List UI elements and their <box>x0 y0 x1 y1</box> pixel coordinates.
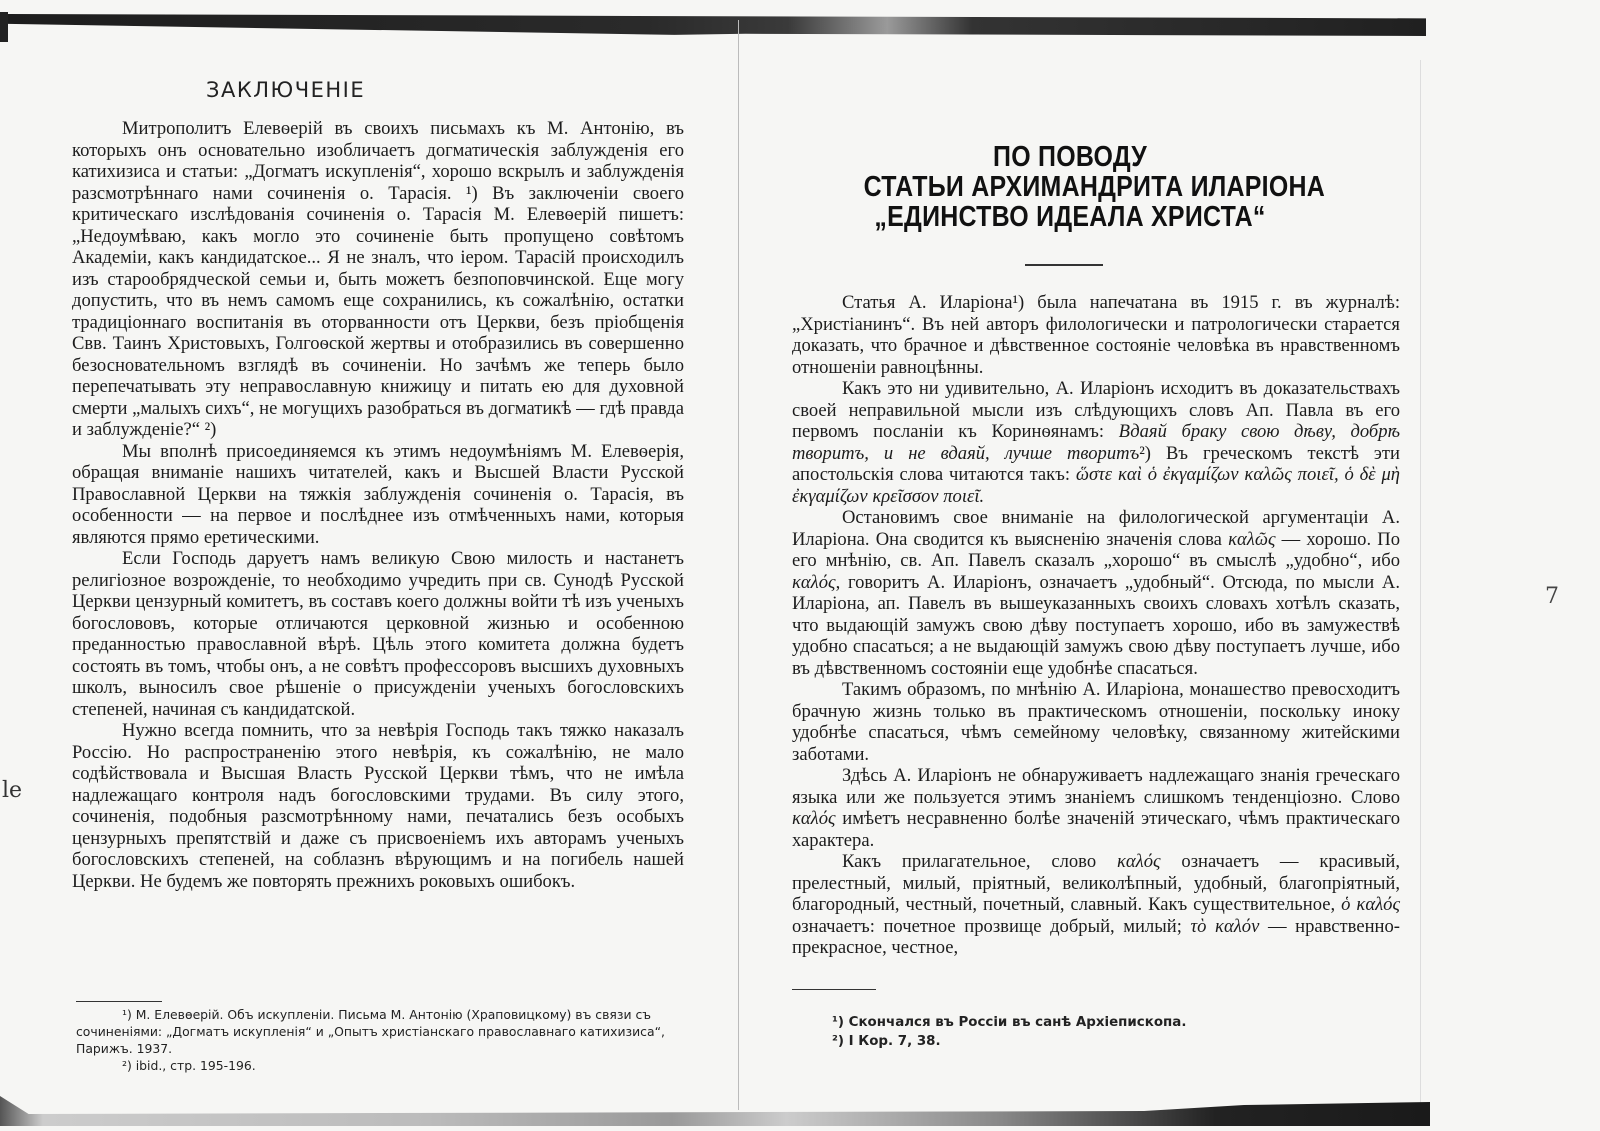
text-run: имѣетъ несравненно болѣе значеній этическаго, чѣмъ практическаго характера. <box>792 808 1400 851</box>
italic-text: ὁ καλός <box>1341 894 1400 915</box>
page-title-right <box>863 141 1326 233</box>
title-line: СТАТЬИ АРХИМАНДРИТА ИЛАРІОНА <box>863 171 1326 203</box>
book-gutter <box>738 20 739 1110</box>
italic-text: Вдаяй браку свою дѣву, добрѣ творитъ, и не вдаяй, лучше творитъ <box>792 421 1400 464</box>
paragraph <box>792 292 1400 378</box>
title-line: „ЕДИНСТВО ИДЕАЛА ХРИСТА“ <box>874 201 1266 233</box>
footnote: ¹) Скончался въ Россіи въ санѣ Архіепископа. <box>832 1015 1187 1030</box>
paragraph: Мы вполнѣ присоединяемся къ этимъ недоумѣніямъ М. Елевѳерія, обращая вниманіе нашихъ читателей, какъ и Высшей Власти Русской Православной Церкви на тяжкія заблужденія сочиненія о. Тарасія, въ особенности — на первое и послѣднее изъ отмѣченныхъ нами, которыя являются прямо еретическими. <box>72 440 684 548</box>
footnote-divider <box>76 1001 162 1002</box>
paragraph <box>792 507 1400 679</box>
text-run: Здѣсь А. Иларіонъ не обнаруживаетъ надлежащаго знанія греческаго языка или же пользуется этимъ знаніемъ слишкомъ тенденціозно. Слово <box>792 765 1400 808</box>
text-run: Остановимъ свое вниманіе на филологической аргументаціи А. Иларіона. Она сводится къ выясненію значенія слова <box>792 507 1400 550</box>
footnote-divider <box>792 989 876 990</box>
title-line: ПО ПОВОДУ <box>993 141 1147 173</box>
right-body <box>792 292 1400 959</box>
text-run: , говоритъ А. Иларіонъ, означаетъ „удобный“. Отсюда, по мысли А. Иларіона, ап. Павелъ въ вышеуказанныхъ своихъ словахъ хотѣлъ сказать, что выдающій замужъ свою дѣву поступаетъ хорошо, ибо въ замужествѣ удобно спасаться; а не выдающій замужъ свою дѣву поступаетъ лучше, ибо въ дѣвственномъ состояніи еще удобнѣе спасаться. <box>792 571 1400 679</box>
paragraph <box>792 851 1400 959</box>
handwritten-margin-mark: 7 <box>1545 584 1559 609</box>
footnote: ²) ibid., стр. 195-196. <box>122 1058 256 1073</box>
text-run: Статья А. Иларіона¹) была напечатана въ 1915 г. въ журналѣ: „Христіанинъ“. Въ ней авторъ филологически и патрологически старается доказать, что брачное и дѣвственное состояніе человѣка въ нравственномъ отношеніи равноцѣнны. <box>792 292 1400 378</box>
paragraph: Нужно всегда помнить, что за невѣрія Господь такъ тяжко наказалъ Россію. Но распространенію этого невѣрія, къ сожалѣнію, не мало содѣйствовала и Высшая Власть Русской Церкви тѣмъ, что не имѣла надлежащаго контроля надъ богословскими трудами. Въ силу этого, сочиненія, подобныя разсмотрѣнному нами, печатались безъ особыхъ цензурныхъ препятствій и даже съ присвоеніемъ ихъ авторамъ ученыхъ богословскихъ степеней, на соблазнъ вѣрующимъ и на погибель нашей Церкви. Не будемъ же повторять прежнихъ роковыхъ ошибокъ. <box>72 720 684 892</box>
text-run: Какъ это ни удивительно, А. Иларіонъ исходитъ въ доказательствахъ своей неправильной мысли изъ слѣдующихъ словъ Ап. Павла въ его первомъ посланіи къ Коринѳянамъ: <box>792 378 1400 442</box>
scan-edge-left <box>0 12 8 42</box>
text-run: Такимъ образомъ, по мнѣнію А. Иларіона, монашество превосходитъ брачную жизнь только въ практическомъ отношеніи, поскольку иноку удобнѣе спасаться, чѣмъ семейному человѣку, связанному житейскими заботами. <box>792 679 1400 765</box>
paragraph <box>792 765 1400 851</box>
page-title-left: ЗАКЛЮЧЕНІЕ <box>206 78 366 102</box>
right-footnotes <box>832 1013 1392 1051</box>
paragraph <box>792 378 1400 507</box>
paragraph: Митрополитъ Елевѳерій въ своихъ письмахъ къ М. Антонію, въ которыхъ онъ основательно изобличаетъ догматическія заблужденія его катихизиса и статьи: „Догматъ искупленія“, хорошо вскрылъ и заблужденія разсмотрѣннаго нами сочиненія о. Тарасія. ¹) Въ заключеніи своего критическаго изслѣдованія сочиненія о. Тарасія М. Елевѳерій пишетъ: „Недоумѣваю, какъ могло это сочиненіе быть пропущено совѣтомъ Академіи, какъ кандидатское... Я не зналъ, что іером. Тарасій происходилъ изъ старообрядческой семьи и, быть можетъ безпоповчинской. Еще могу допустить, что въ немъ самомъ еще сохранились, къ сожалѣнію, остатки традиціоннаго воспитанія въ оторванности отъ Церкви, безъ пріобщенія Свв. Таинъ Христовыхъ, Голгоѳской жертвы и отобразились въ совершенно безосновательномъ взглядѣ въ сочиненіи. Но зачѣмъ же теперь было перепечатывать эту неправославную книжицу и питать ею для духовной смерти „малыхъ сихъ“, не могущихъ разобраться въ догматикѣ — гдѣ правда и заблужденіе?“ ²) <box>72 118 684 440</box>
left-footnotes <box>76 1006 676 1074</box>
italic-text: ὥστε καὶ ὁ ἐκγαμίζων καλῶς ποιεῖ, ὁ δὲ μὴ ἐκγαμίζων κρεῖσσον ποιεῖ. <box>792 464 1400 507</box>
italic-text: καλός <box>792 808 836 829</box>
text-run: — нравственно-прекрасное, честное, <box>792 915 1400 958</box>
scan-edge-right <box>1420 60 1421 1110</box>
left-body <box>72 118 684 892</box>
text-run: ²) Въ греческомъ текстѣ эти апостольскія слова читаются такъ: <box>792 442 1400 485</box>
paragraph: Если Господь даруетъ намъ великую Свою милость и настанетъ религіозное возрожденіе, то необходимо учредить при св. Сунодѣ Русской Церкви цензурный комитетъ, въ составъ коего должны войти тѣ изъ ученыхъ богослововъ, которые отличаются церковной жизнью и особенною преданностью православной вѣрѣ. Цѣль этого комитета должна будетъ состоять въ томъ, чтобы онъ, а не совѣтъ профессоровъ высшихъ духовныхъ школъ, выносилъ свое рѣшеніе о присужденіи ученыхъ богословскихъ степеней, начиная съ кандидатской. <box>72 548 684 720</box>
handwritten-margin-note: le <box>2 778 23 803</box>
italic-text: καλῶς <box>1228 528 1276 550</box>
italic-text: τὸ καλόν <box>1190 915 1260 937</box>
text-run: Какъ прилагательное, слово <box>842 851 1117 872</box>
text-run: — хорошо. По его мнѣнію, св. Ап. Павелъ сказалъ „хорошо“ въ смыслѣ „удобно“, ибо <box>792 528 1400 571</box>
text-run: означаетъ: почетное прозвище добрый, милый; <box>792 915 1191 937</box>
paragraph <box>792 679 1400 765</box>
footnote: ²) I Кор. 7, 38. <box>832 1034 941 1049</box>
italic-text: καλός <box>792 571 836 593</box>
title-divider <box>1025 264 1103 266</box>
text-run: означаетъ — красивый, прелестный, милый, пріятный, великолѣпный, удобный, благопріятный, благородный, честный, почетный, славный. Какъ существительное, <box>792 851 1400 915</box>
italic-text: καλός <box>1116 851 1161 872</box>
footnote: ¹) М. Елевѳерій. Объ искупленіи. Письма М. Антонію (Храповицкому) въ связи съ сочиненіями: „Догматъ искупленія“ и „Опытъ христіанскаго православнаго катихизиса“, Парижъ. 1937. <box>76 1007 665 1056</box>
